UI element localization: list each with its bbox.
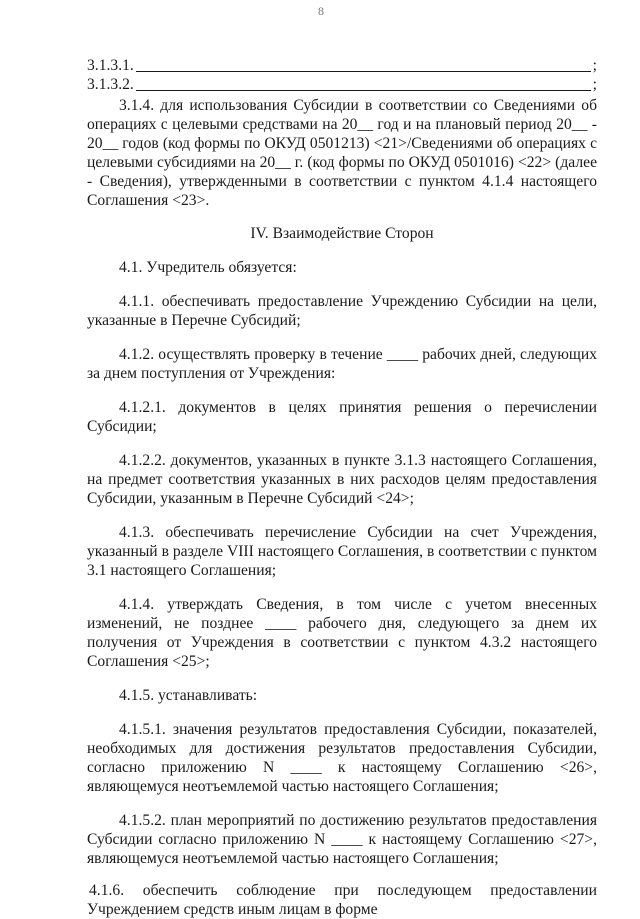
paragraph-4-1-5: 4.1.5. устанавливать: <box>119 687 258 704</box>
paragraph-4-1-6: 4.1.6. обеспечить соблюдение при последующем предоставлении Учреждением средств иным лицам в форме <box>87 882 597 918</box>
item-terminator: ; <box>592 76 597 93</box>
blank-underline <box>136 71 591 72</box>
section-heading: IV. Взаимодействие Сторон <box>250 225 434 242</box>
paragraph-4-1-1: 4.1.1. обеспечивать предоставление Учреждению Субсидии на цели, указанные в Перечне Субсидий; <box>87 293 597 329</box>
paragraph-4-1-3: 4.1.3. обеспечивать перечисление Субсидии на счет Учреждения, указанный в разделе VIII настоящего Соглашения, в соответствии с пунктом 3.1 настоящего Соглашения; <box>87 524 597 579</box>
paragraph-4-1: 4.1. Учредитель обязуется: <box>119 259 297 276</box>
paragraph-4-1-2-1: 4.1.2.1. документов в целях принятия решения о перечислении Субсидии; <box>87 399 597 435</box>
paragraph-4-1-2-2: 4.1.2.2. документов, указанных в пункте 3.1.3 настоящего Соглашения, на предмет соответствия указанных в них расходов целям предоставления Субсидии, указанным в Перечне Субсидий <24>; <box>87 452 597 507</box>
document-page <box>87 56 597 919</box>
paragraph-4-1-5-2: 4.1.5.2. план мероприятий по достижению результатов предоставления Субсидии согласно приложению N ____ к настоящему Соглашению <27>, являющемуся неотъемлемой частью настоящего Соглашения; <box>87 812 597 867</box>
blank-item-3-1-3-1 <box>87 56 597 75</box>
paragraph-3-1-4: 3.1.4. для использования Субсидии в соответствии со Сведениями об операциях с целевыми средствами на 20__ год и на плановый период 20__ - 20__ годов (код формы по ОКУД 0501213) <21>/Сведениями об операциях с целевыми субсидиями на 20__ г. (код формы по ОКУД 0501016) <22> (далее - Сведения), утвержденными в соответствии с пунктом 4.1.4 настоящего Соглашения <23>. <box>87 97 597 209</box>
page-number: 8 <box>318 4 324 18</box>
item-number: 3.1.3.1. <box>87 57 134 74</box>
paragraph-4-1-4: 4.1.4. утверждать Сведения, в том числе с учетом внесенных изменений, не позднее ____ рабочего дня, следующего за днем их получения от Учреждения в соответствии с пунктом 4.3.2 настоящего Соглашения <25>; <box>87 596 597 670</box>
paragraph-4-1-5-1: 4.1.5.1. значения результатов предоставления Субсидии, показателей, необходимых для достижения результатов предоставления Субсидии, согласно приложению N ____ к настоящему Соглашению <26>, являющемуся неотъемлемой частью настоящего Соглашения; <box>87 721 597 795</box>
blank-underline <box>136 90 591 91</box>
blank-item-3-1-3-2 <box>87 75 597 94</box>
item-number: 3.1.3.2. <box>87 76 134 93</box>
item-terminator: ; <box>592 57 597 74</box>
paragraph-4-1-2: 4.1.2. осуществлять проверку в течение ____ рабочих дней, следующих за днем поступления от Учреждения: <box>87 346 597 382</box>
